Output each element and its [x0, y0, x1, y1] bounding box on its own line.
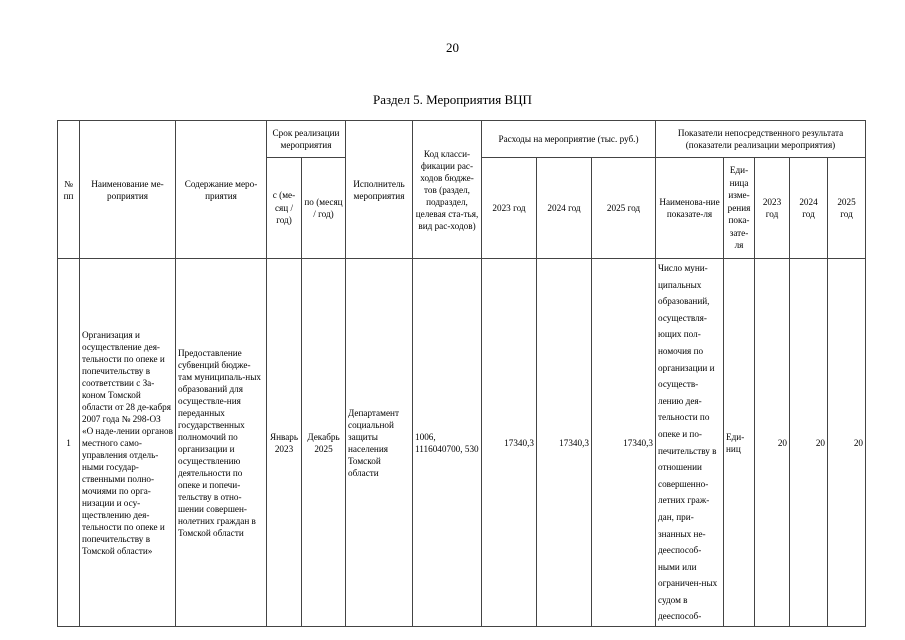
- header-event-content: Содержание меро-приятия: [176, 121, 267, 259]
- header-num: № пп: [58, 121, 80, 259]
- cell-ind-2024: 20: [790, 259, 828, 627]
- table-row: [58, 259, 866, 627]
- header-expenses-group: Расходы на мероприятие (тыс. руб.): [482, 121, 656, 158]
- cell-event-name: Организация и осуществление дея-тельности по опеке и попечительству в соответствии с За-коном Томской области от 28 де-кабря 2007 года № 298-ОЗ «О наде-лении органов местного само-управления отдель-ными государ-ственными полно-мочиями по орга-низации и осу-ществлению дея-тельности по опеке и попечительству в Томской области»: [80, 259, 176, 627]
- cell-event-content: Предоставление субвенций бюдже-там муниципаль-ных образований для осуществле-ния переданных государственных полномочий по организации и осуществлению деятельности по опеке и попечи-тельству в отно-шении совершен-нолетних граждан в Томской области: [176, 259, 267, 627]
- header-exp-2025: 2025 год: [592, 158, 656, 259]
- cell-ind-name: Число муни-ципальных образований, осуществля-ющих пол-номочия по организации и осуществ-лению дея-тельности по опеке и по-печительству в отношении совершенно-летних граж-дан, при-знанных не-дееспособ-ными или ограничен-ных судом в дееспособ-: [656, 259, 724, 627]
- cell-ind-unit: Еди-ниц: [724, 259, 755, 627]
- header-term-from: с (ме-сяц / год): [267, 158, 302, 259]
- header-term-group: Срок реализации мероприятия: [267, 121, 346, 158]
- cell-exp-2024: 17340,3: [537, 259, 592, 627]
- header-exp-2024: 2024 год: [537, 158, 592, 259]
- cell-exp-2025: 17340,3: [592, 259, 656, 627]
- header-ind-unit: Еди-ница изме-рения пока-зате-ля: [724, 158, 755, 259]
- header-term-to: по (месяц / год): [302, 158, 346, 259]
- cell-term-to: Декабрь 2025: [302, 259, 346, 627]
- cell-executor: Департамент социальной защиты населения Томской области: [346, 259, 413, 627]
- cell-budget-code: 1006, 1116040700, 530: [413, 259, 482, 627]
- header-row-1: [58, 121, 866, 158]
- header-ind-2023: 2023 год: [755, 158, 790, 259]
- cell-ind-2023: 20: [755, 259, 790, 627]
- header-indicators-group: Показатели непосредственного результата (показатели реализации мероприятия): [656, 121, 866, 158]
- header-executor: Исполнитель мероприятия: [346, 121, 413, 259]
- header-ind-2025: 2025 год: [828, 158, 866, 259]
- header-ind-name: Наименова-ние показате-ля: [656, 158, 724, 259]
- header-budget-code: Код класси-фикации рас-ходов бюдже-тов (раздел, подраздел, целевая ста-тья, вид рас-ходов): [413, 121, 482, 259]
- header-exp-2023: 2023 год: [482, 158, 537, 259]
- cell-exp-2023: 17340,3: [482, 259, 537, 627]
- cell-term-from: Январь 2023: [267, 259, 302, 627]
- cell-ind-2025: 20: [828, 259, 866, 627]
- header-ind-2024: 2024 год: [790, 158, 828, 259]
- cell-num: 1: [58, 259, 80, 627]
- section-title: Раздел 5. Мероприятия ВЦП: [373, 92, 532, 107]
- events-table: [57, 120, 866, 627]
- header-event-name: Наименование ме-роприятия: [80, 121, 176, 259]
- page-number: 20: [446, 40, 459, 55]
